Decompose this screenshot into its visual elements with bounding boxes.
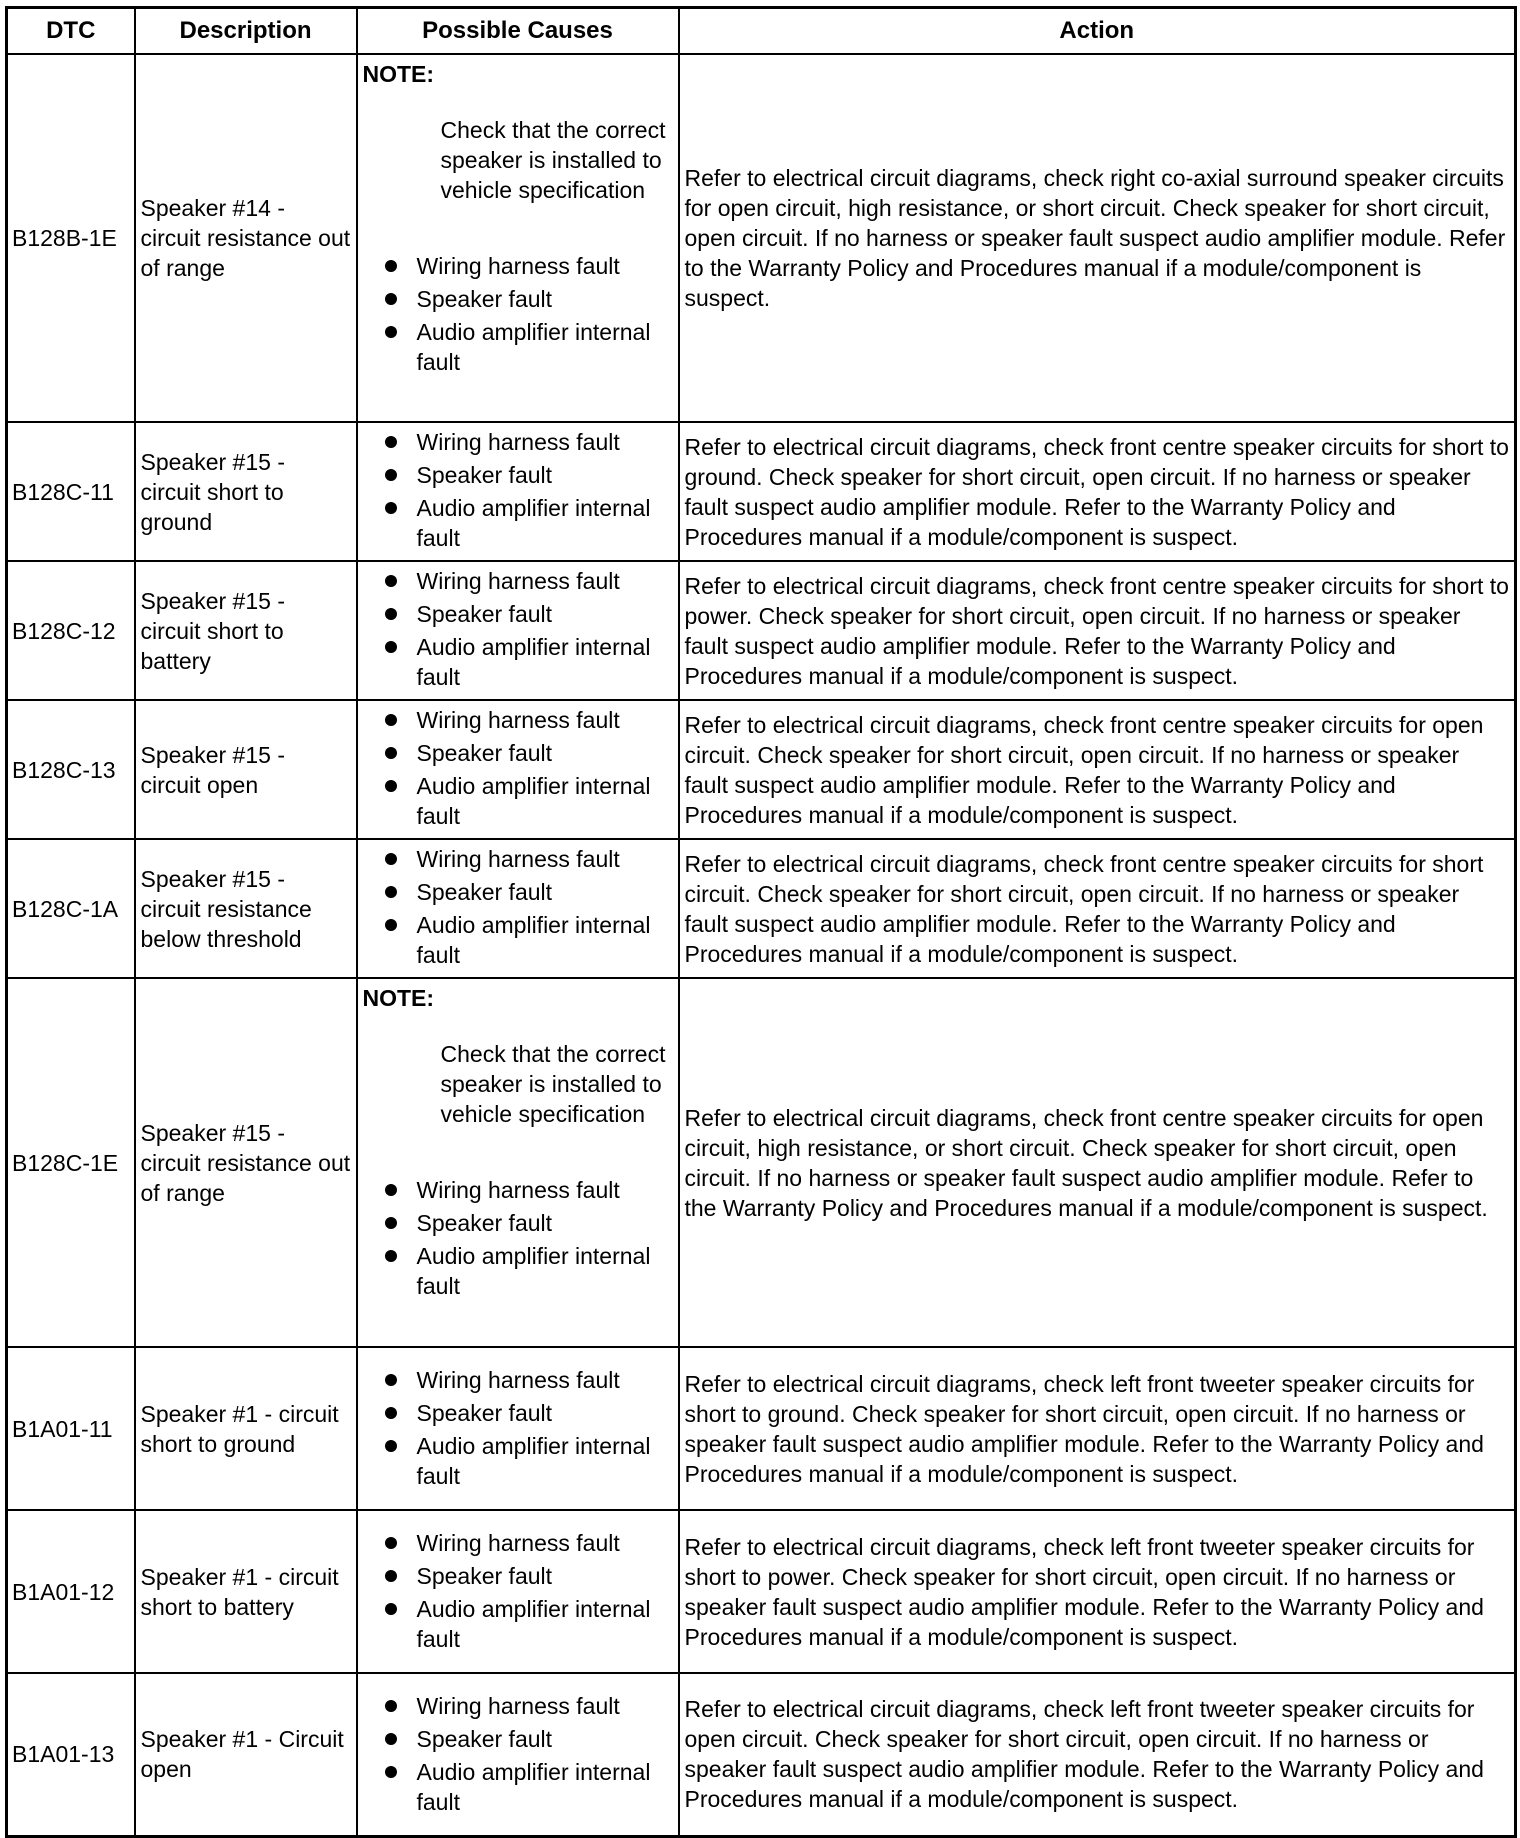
dtc-description: Speaker #1 - circuit short to ground <box>135 1347 357 1510</box>
cause-item: Wiring harness fault <box>363 251 673 281</box>
causes-list <box>363 427 673 553</box>
cause-item: Wiring harness fault <box>363 705 673 735</box>
possible-causes <box>357 700 679 839</box>
cause-item: Audio amplifier internal fault <box>363 1241 673 1301</box>
dtc-description: Speaker #1 - Circuit open <box>135 1673 357 1836</box>
causes-list <box>363 1175 673 1301</box>
possible-causes <box>357 839 679 978</box>
header-dtc: DTC <box>7 8 135 55</box>
dtc-description: Speaker #15 - circuit open <box>135 700 357 839</box>
dtc-code: B1A01-12 <box>7 1510 135 1673</box>
cause-item: Speaker fault <box>363 1208 673 1238</box>
action-text: Refer to electrical circuit diagrams, check left front tweeter speaker circuits for short to power. Check speaker for short circuit, open circuit. If no harness or speaker fault suspect audio amplifier module. Refer to the Warranty Policy and Procedures manual if a module/component is suspect. <box>679 1510 1516 1673</box>
dtc-description: Speaker #15 - circuit resistance below threshold <box>135 839 357 978</box>
cause-item: Wiring harness fault <box>363 1691 673 1721</box>
possible-causes <box>357 978 679 1347</box>
cause-item: Wiring harness fault <box>363 1365 673 1395</box>
dtc-description: Speaker #15 - circuit resistance out of range <box>135 978 357 1347</box>
possible-causes <box>357 561 679 700</box>
action-text: Refer to electrical circuit diagrams, check front centre speaker circuits for open circuit, high resistance, or short circuit. Check speaker for short circuit, open circuit. If no harness or speaker fault suspect audio amplifier module. Refer to the Warranty Policy and Procedures manual if a module/component is suspect. <box>679 978 1516 1347</box>
cause-item: Speaker fault <box>363 284 673 314</box>
possible-causes <box>357 1347 679 1510</box>
cause-item: Wiring harness fault <box>363 844 673 874</box>
dtc-description: Speaker #15 - circuit short to ground <box>135 422 357 561</box>
cause-item: Wiring harness fault <box>363 1175 673 1205</box>
table-row <box>7 1347 1516 1510</box>
action-text: Refer to electrical circuit diagrams, check left front tweeter speaker circuits for open circuit. Check speaker for short circuit, open circuit. If no harness or speaker fault suspect audio amplifier module. Refer to the Warranty Policy and Procedures manual if a module/component is suspect. <box>679 1673 1516 1836</box>
table-row <box>7 839 1516 978</box>
table-row <box>7 561 1516 700</box>
dtc-description: Speaker #1 - circuit short to battery <box>135 1510 357 1673</box>
dtc-description: Speaker #15 - circuit short to battery <box>135 561 357 700</box>
dtc-code: B128C-11 <box>7 422 135 561</box>
cause-item: Speaker fault <box>363 1724 673 1754</box>
table-row <box>7 978 1516 1347</box>
table-row <box>7 54 1516 422</box>
causes-list <box>363 566 673 692</box>
action-text: Refer to electrical circuit diagrams, check front centre speaker circuits for short to power. Check speaker for short circuit, open circuit. If no harness or speaker fault suspect audio amplifier module. Refer to the Warranty Policy and Procedures manual if a module/component is suspect. <box>679 561 1516 700</box>
note-text: Check that the correct speaker is installed to vehicle specification <box>440 117 666 203</box>
cause-item: Speaker fault <box>363 599 673 629</box>
dtc-table <box>5 6 1517 1838</box>
cause-item: Speaker fault <box>363 738 673 768</box>
dtc-code: B128C-1A <box>7 839 135 978</box>
causes-list <box>363 251 673 377</box>
dtc-description: Speaker #14 - circuit resistance out of range <box>135 54 357 422</box>
dtc-code: B128B-1E <box>7 54 135 422</box>
action-text: Refer to electrical circuit diagrams, check front centre speaker circuits for short circuit. Check speaker for short circuit, open circuit. If no harness or speaker fault suspect audio amplifier module. Refer to the Warranty Policy and Procedures manual if a module/component is suspect. <box>679 839 1516 978</box>
causes-list <box>363 1365 673 1491</box>
header-action: Action <box>679 8 1516 55</box>
possible-causes <box>357 1673 679 1836</box>
cause-item: Speaker fault <box>363 1398 673 1428</box>
note-label: NOTE: <box>362 985 435 1011</box>
causes-list <box>363 705 673 831</box>
table-row <box>7 1673 1516 1836</box>
cause-item: Audio amplifier internal fault <box>363 910 673 970</box>
cause-item: Audio amplifier internal fault <box>363 771 673 831</box>
cause-item: Audio amplifier internal fault <box>363 1757 673 1817</box>
header-description: Description <box>135 8 357 55</box>
action-text: Refer to electrical circuit diagrams, check front centre speaker circuits for short to ground. Check speaker for short circuit, open circuit. If no harness or speaker fault suspect audio amplifier module. Refer to the Warranty Policy and Procedures manual if a module/component is suspect. <box>679 422 1516 561</box>
dtc-code: B1A01-11 <box>7 1347 135 1510</box>
cause-item: Speaker fault <box>363 877 673 907</box>
cause-item: Wiring harness fault <box>363 427 673 457</box>
cause-item: Wiring harness fault <box>363 566 673 596</box>
dtc-code: B128C-13 <box>7 700 135 839</box>
header-row <box>7 8 1516 55</box>
action-text: Refer to electrical circuit diagrams, check front centre speaker circuits for open circuit. Check speaker for short circuit, open circuit. If no harness or speaker fault suspect audio amplifier module. Refer to the Warranty Policy and Procedures manual if a module/component is suspect. <box>679 700 1516 839</box>
table-row <box>7 700 1516 839</box>
table-row <box>7 1510 1516 1673</box>
action-text: Refer to electrical circuit diagrams, check right co-axial surround speaker circuits for open circuit, high resistance, or short circuit. Check speaker for short circuit, open circuit. If no harness or speaker fault suspect audio amplifier module. Refer to the Warranty Policy and Procedures manual if a module/component is suspect. <box>679 54 1516 422</box>
cause-item: Audio amplifier internal fault <box>363 632 673 692</box>
dtc-code: B128C-12 <box>7 561 135 700</box>
possible-causes <box>357 1510 679 1673</box>
cause-item: Audio amplifier internal fault <box>363 317 673 377</box>
cause-item: Audio amplifier internal fault <box>363 1431 673 1491</box>
cause-item: Audio amplifier internal fault <box>363 1594 673 1654</box>
causes-list <box>363 1528 673 1654</box>
dtc-code: B1A01-13 <box>7 1673 135 1836</box>
cause-item: Speaker fault <box>363 1561 673 1591</box>
note-text: Check that the correct speaker is installed to vehicle specification <box>440 1041 666 1127</box>
causes-list <box>363 1691 673 1817</box>
dtc-code: B128C-1E <box>7 978 135 1347</box>
cause-item: Wiring harness fault <box>363 1528 673 1558</box>
cause-item: Audio amplifier internal fault <box>363 493 673 553</box>
note-label: NOTE: <box>362 61 435 87</box>
header-possible-causes: Possible Causes <box>357 8 679 55</box>
causes-list <box>363 844 673 970</box>
table-row <box>7 422 1516 561</box>
cause-item: Speaker fault <box>363 460 673 490</box>
action-text: Refer to electrical circuit diagrams, check left front tweeter speaker circuits for short to ground. Check speaker for short circuit, open circuit. If no harness or speaker fault suspect audio amplifier module. Refer to the Warranty Policy and Procedures manual if a module/component is suspect. <box>679 1347 1516 1510</box>
possible-causes <box>357 54 679 422</box>
possible-causes <box>357 422 679 561</box>
